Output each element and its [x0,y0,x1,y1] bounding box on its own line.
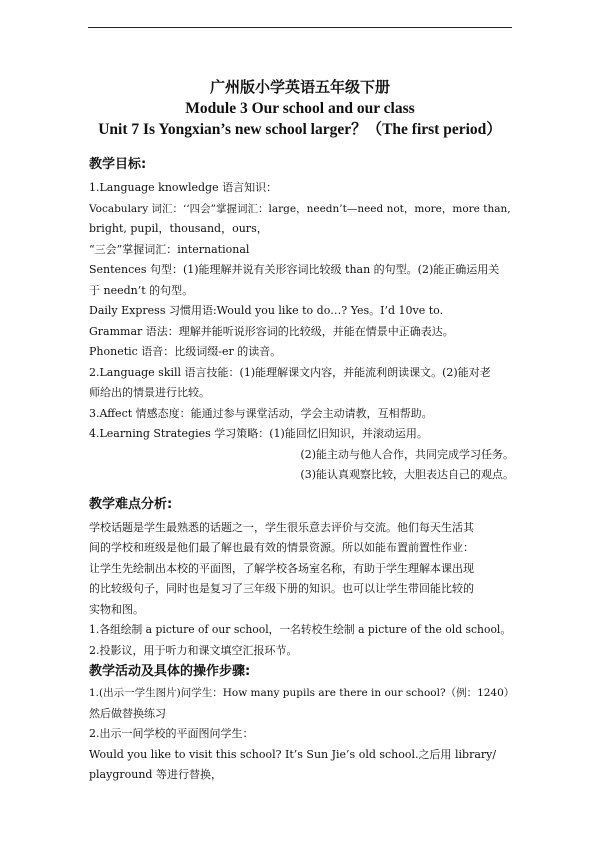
top-rule [88,27,512,28]
objective-line: 于 needn’t 的句型。 [89,283,194,297]
objective-line: 3.Affect 情感态度：能通过参与课堂活动，学会主动请教，互相帮助。 [89,406,433,420]
activities-heading: 教学活动及具体的操作步骤: [89,664,251,679]
activity-line: 1.(出示一学生图片)问学生：How many pupils are there in our school?（例：1240） [89,687,515,699]
objective-line: 4.Learning Strategies 学习策略：(1)能回忆旧知识，并滚动运用。 [89,427,428,440]
objective-line: Phonetic 语音：比级词缀-er 的读音。 [89,345,282,358]
objective-line: “三会”掌握词汇：international [89,242,250,256]
activity-line: Would you like to visit this school? It’s Sun Jie’s old school.之后用 library/ [89,747,497,761]
analysis-heading: 教学难点分析: [89,496,173,512]
analysis-line: 的比较级句子，同时也是复习了三年级下册的知识。也可以让学生带回能比较的 [89,582,474,595]
objective-line: 2.Language skill 语言技能：(1)能理解课文内容，并能流利朗读课文。(2)能对老 [89,365,491,379]
objective-line: 师给出的情景进行比较。 [89,386,210,399]
objective-line: Sentences 句型：(1)能理解并说有关形容词比较级 than 的句型。(2)能正确运用关 [89,263,500,276]
document-title: 广州版小学英语五年级下册 [209,78,390,96]
objective-line: bright, pupil，thousand，ours， [89,222,268,235]
analysis-line: 2.投影议，用于听力和课文填空汇报环节。 [89,643,298,657]
objective-line: Vocabulary 词汇：‘‘四会”掌握词汇：large，needn’t—need not，more，more than, [89,202,511,215]
activity-line: 然后做替换练习 [89,706,166,720]
module-title: Module 3 Our school and our class [185,100,415,117]
activity-line: 2.出示一间学校的平面图问学生： [89,727,254,740]
analysis-line: 1.各组绘制 a picture of our school，一名转校生绘制 a picture of the old school。 [89,623,512,636]
document-body [89,154,514,786]
analysis-line: 间的学校和班级是他们最了解也最有效的情景资源。所以如能布置前置性作业： [89,541,474,554]
objective-line: 1.Language knowledge 语言知识： [89,181,278,194]
objective-line: Daily Express 习惯用语:Would you like to do…? Yes。I’d 10ve to. [89,304,444,317]
activity-line: playground 等进行替换， [89,768,222,781]
analysis-line: 实物和图。 [89,602,144,616]
objective-line: Grammar 语法：理解并能听说形容词的比较级，并能在情景中正确表达。 [89,324,454,338]
unit-title: Unit 7 Is Yongxian’s new school larger？（The first period） [98,121,502,138]
title-block [0,76,600,140]
objective-line-right: (3)能认真观察比较，大胆表达自己的观点。 [300,468,514,481]
objective-line-right: (2)能主动与他人合作，共同完成学习任务。 [300,447,514,461]
analysis-line: 学校话题是学生最熟悉的话题之一，学生很乐意去评价与交流。他们每天生活其 [89,520,474,534]
objectives-heading: 教学目标: [89,157,147,172]
analysis-line: 让学生先绘制出本校的平面图，了解学校各场室名称，有助于学生理解本课出现 [89,561,474,575]
